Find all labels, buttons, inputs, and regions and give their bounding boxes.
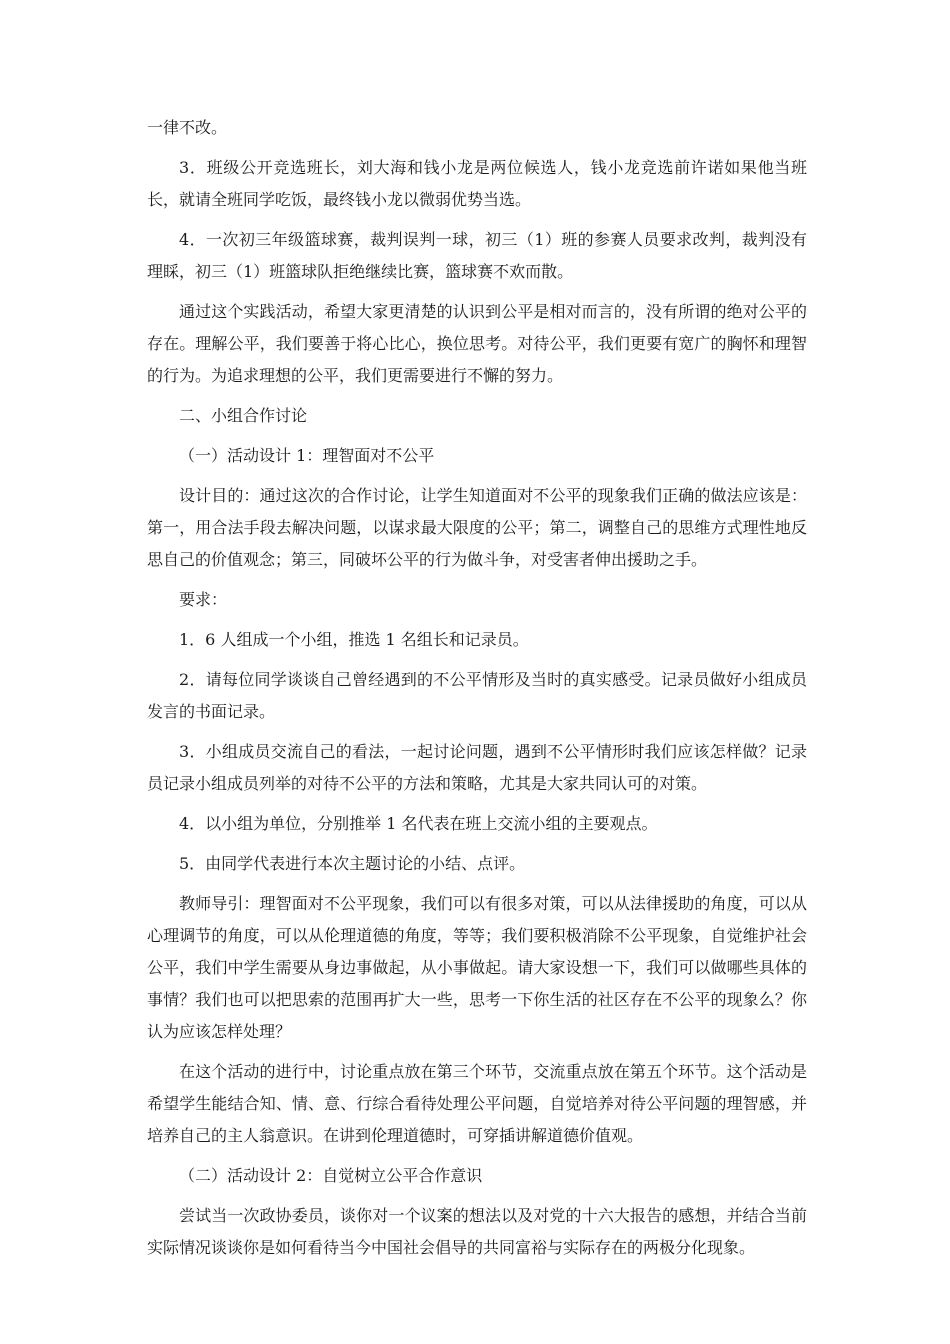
paragraph-activity-summary: 通过这个实践活动，希望大家更清楚的认识到公平是相对而言的，没有所谓的绝对公平的存在。理解公平，我们要善于将心比心，换位思考。对待公平，我们更要有宽广的胸怀和理智的行为。为追求理想的公平，我们更需要进行不懈的努力。 xyxy=(147,302,807,385)
subsection-heading-activity-1: （一）活动设计 1：理智面对不公平 xyxy=(179,446,435,465)
paragraph-cppcc-task: 尝试当一次政协委员，谈你对一个议案的想法以及对党的十六大报告的感想，并结合当前实际情况谈谈你是如何看待当今中国社会倡导的共同富裕与实际存在的两极分化现象。 xyxy=(147,1206,807,1257)
list-item-3-election: 3．班级公开竞选班长，刘大海和钱小龙是两位候选人，钱小龙竞选前许诺如果他当班长，就请全班同学吃饭，最终钱小龙以微弱优势当选。 xyxy=(147,158,807,209)
paragraph-requirements-label: 要求： xyxy=(179,590,228,609)
list-item-4-basketball: 4．一次初三年级篮球赛，裁判误判一球，初三（1）班的参赛人员要求改判，裁判没有理睬，初三（1）班篮球队拒绝继续比赛，篮球赛不欢而散。 xyxy=(147,230,807,281)
requirement-item-4: 4．以小组为单位，分别推举 1 名代表在班上交流小组的主要观点。 xyxy=(179,814,658,833)
paragraph-activity-focus: 在这个活动的进行中，讨论重点放在第三个环节，交流重点放在第五个环节。这个活动是希望学生能结合知、情、意、行综合看待处理公平问题，自觉培养对待公平问题的理智感，并培养自己的主人翁意识。在讲到伦理道德时，可穿插讲解道德价值观。 xyxy=(147,1062,807,1145)
document-body xyxy=(147,112,807,1272)
paragraph-design-purpose: 设计目的：通过这次的合作讨论，让学生知道面对不公平的现象我们正确的做法应该是：第一，用合法手段去解决问题，以谋求最大限度的公平；第二，调整自己的思维方式理性地反思自己的价值观念；第三，同破坏公平的行为做斗争，对受害者伸出援助之手。 xyxy=(147,486,807,569)
section-heading-group-discussion: 二、小组合作讨论 xyxy=(179,406,308,425)
paragraph-continuation: 一律不改。 xyxy=(147,118,228,137)
requirement-item-5: 5．由同学代表进行本次主题讨论的小结、点评。 xyxy=(179,854,526,873)
requirement-item-1: 1．6 人组成一个小组，推选 1 名组长和记录员。 xyxy=(179,630,529,649)
requirement-item-3: 3．小组成员交流自己的看法，一起讨论问题，遇到不公平情形时我们应该怎样做？记录员记录小组成员列举的对待不公平的方法和策略，尤其是大家共同认可的对策。 xyxy=(147,742,807,793)
paragraph-teacher-guidance: 教师导引：理智面对不公平现象，我们可以有很多对策，可以从法律援助的角度，可以从心理调节的角度，可以从伦理道德的角度，等等；我们要积极消除不公平现象，自觉维护社会公平，我们中学生需要从身边事做起，从小事做起。请大家设想一下，我们可以做哪些具体的事情？我们也可以把思索的范围再扩大一些，思考一下你生活的社区存在不公平的现象么？你认为应该怎样处理？ xyxy=(147,894,807,1041)
requirement-item-2: 2．请每位同学谈谈自己曾经遇到的不公平情形及当时的真实感受。记录员做好小组成员发言的书面记录。 xyxy=(147,670,807,721)
subsection-heading-activity-2: （二）活动设计 2：自觉树立公平合作意识 xyxy=(179,1166,483,1185)
